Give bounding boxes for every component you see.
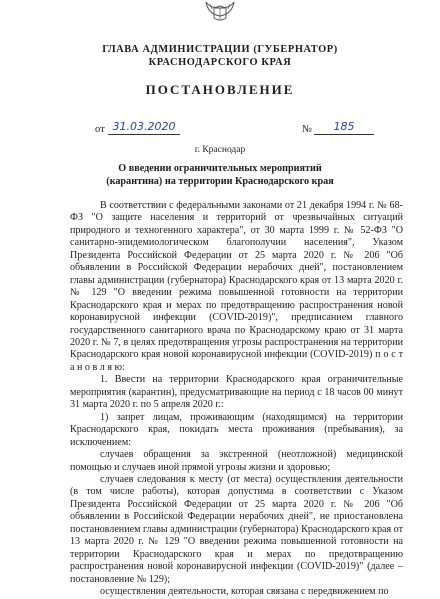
number-value: 185 [314,120,374,135]
paragraph-preamble: В соответствии с федеральными законами от 21 декабря 1994 г. № 68-ФЗ "О защите населения и территорий от чрезвычайных ситуаций природного и техногенного характера", от 30 марта 1999 г. № 52-ФЗ "О санитарно-эпидемиологическом благополучии населения", Указом Президента Российской Федерации от 25 марта 2020 г. № 206 "Об объявлении в Российской Федерации нерабочих дней", постановлением главы администрации (губернатора) Краснодарского края от 13 марта 2020 г. № 129 "О введении режима повышенной готовности на территории Краснодарского края и мерах по предотвращению распространения новой коронавирусной инфекции (COVID-2019)", предписанием главного государственного санитарного врача по Краснодарскому краю от 31 марта 2020 г. № 7, в целях предотвращения угрозы распространения на территории Краснодарского края новой коронавирусной инфекции (COVID-2019) п о с т а н о в л я ю: [70,200,403,373]
date-prefix: от [95,124,105,135]
document-type: ПОСТАНОВЛЕНИЕ [145,82,295,97]
title-line-1: О введении ограничительных мероприятий [118,163,322,174]
title-line-2: (карантина) на территории Краснодарского края [106,176,334,187]
date-value: 31.03.2020 [108,120,180,135]
authority-line-1: ГЛАВА АДМИНИСТРАЦИИ (ГУБЕРНАТОР) [102,44,338,55]
paragraph-exception-work: случаев следования к месту (от места) осуществления деятельности (в том числе работы), которая допустима в соответствии с Указом Президента Российской Федерации от 25 марта 2020 г. № 206 "Об объявлении в Российской Федерации нерабочих дней", не приостановлена постановлением главы администрации (губернатора) Краснодарского края от 13 марта 2020 г. № 129 "О введении режима повышенной готовности на территории Краснодарского края и мерах по предотвращению распространения новой коронавирусной инфекции (COVID-2019)" (далее – постановление № 129); [70,473,403,585]
number-prefix: № [302,124,313,135]
paragraph-exception-medical: случаев обращения за экстренной (неотложной) медицинской помощью и случаев иной прямой угрозы жизни и здоровью; [70,449,403,473]
authority-line-2: КРАСНОДАРСКОГО КРАЯ [148,57,292,68]
paragraph-exception-activity: осуществления деятельности, которая связана с передвижением по [100,586,389,598]
city-name: г. Краснодар [194,145,246,155]
paragraph-item-1: 1. Ввести на территории Краснодарского края ограничительные мероприятия (карантин), предусматривающие на период с 18 часов 00 минут 31 марта 2020 г. по 5 апреля 2020 г.: [70,374,403,411]
paragraph-subitem-1: 1) запрет лицам, проживающим (находящимся) на территории Краснодарского края, покидать места проживания (пребывания), за исключением: [70,411,403,448]
document-body [70,200,403,599]
coat-of-arms-emblem [202,0,238,22]
